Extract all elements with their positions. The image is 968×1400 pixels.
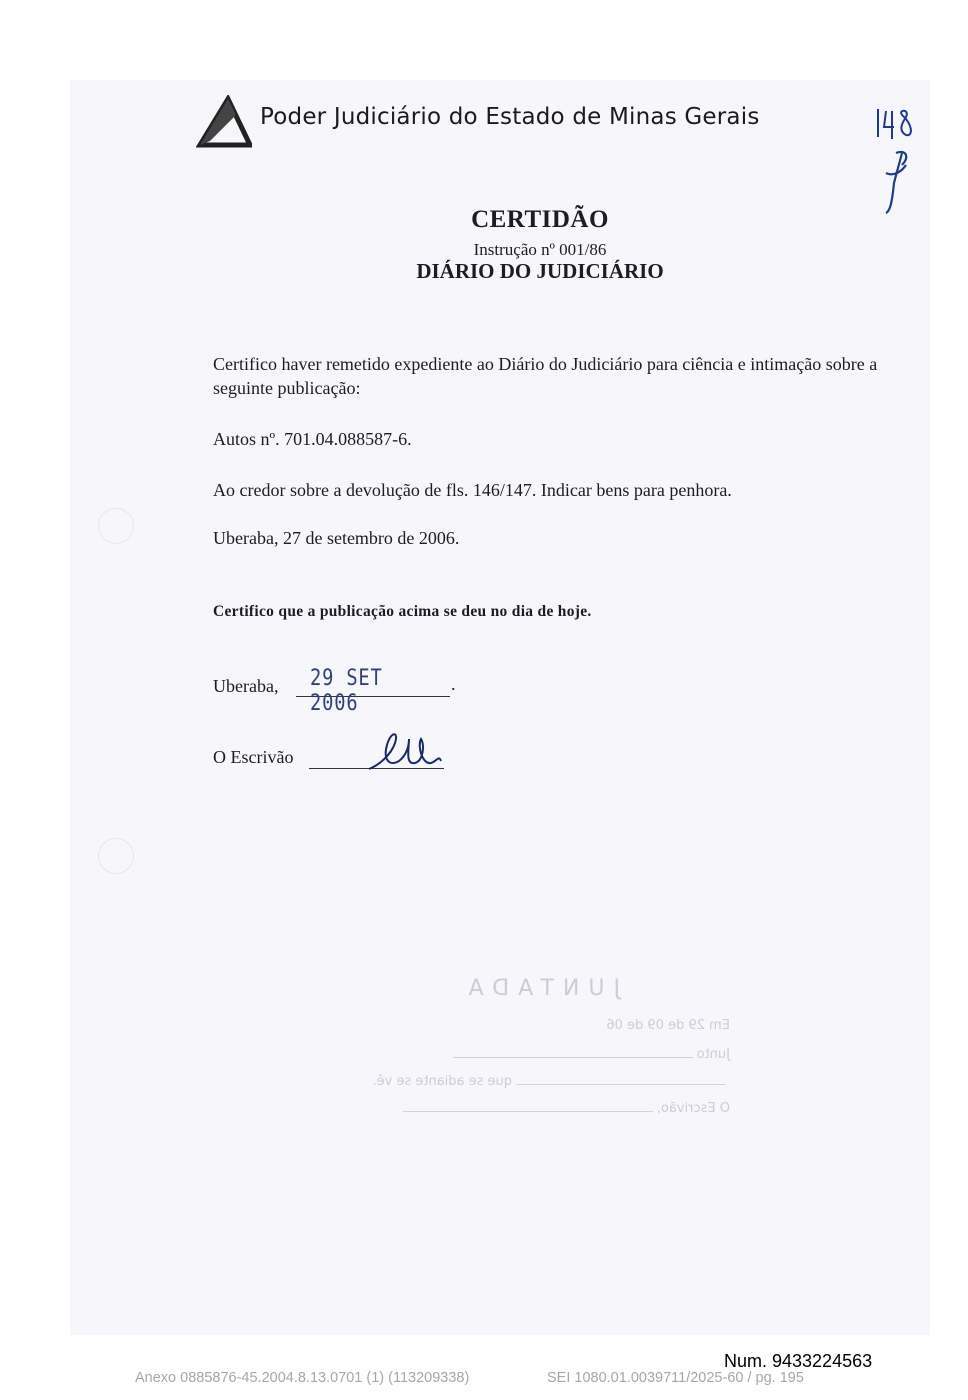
escrivao-label: O Escrivão (213, 747, 294, 767)
juntada-escrivao-text: O Escrivão, (656, 1101, 730, 1116)
case-number: Autos nº. 701.04.088587-6. (213, 429, 412, 449)
instruction-number: Instrução nº 001/86 (473, 240, 607, 259)
uberaba-label: Uberaba, (213, 676, 279, 696)
certificate-title: CERTIDÃO (471, 206, 609, 233)
issue-date: Uberaba, 27 de setembro de 2006. (213, 528, 460, 548)
punch-hole (98, 838, 134, 874)
juntada-row-junto (449, 1045, 730, 1062)
punch-hole (98, 508, 134, 544)
handwritten-page-mark (872, 103, 922, 218)
juntada-junto-text: Junto (696, 1047, 730, 1062)
certification-paragraph: Certifico haver remetido expediente ao Diário do Judiciário para ciência e intimação sobre a seguinte publicação: (213, 354, 878, 398)
juntada-row-date (606, 1018, 730, 1033)
sei-reference: SEI 1080.01.0039711/2025-60 / pg. 195 (547, 1370, 804, 1386)
date-period: . (451, 674, 456, 694)
date-stamp: 29 SET 2006 (310, 666, 383, 716)
triangle-logo-icon (196, 95, 252, 151)
publication-text: Ao credor sobre a devolução de fls. 146/147. Indicar bens para penhora. (213, 480, 732, 500)
juntada-date-text: Em 29 de 09 de 06 (606, 1018, 730, 1033)
juntada-title: JUNTADA (459, 976, 620, 1001)
juntada-row-escrivao (399, 1099, 730, 1116)
section-title: DIÁRIO DO JUDICIÁRIO (416, 259, 664, 283)
annex-reference: Anexo 0885876-45.2004.8.13.0701 (1) (113209338) (135, 1370, 470, 1386)
signature-icon (365, 725, 455, 775)
date-field (296, 666, 450, 716)
juntada-adiante-text: que se adiante se vê. (372, 1074, 512, 1089)
juntada-row-adiante (372, 1072, 730, 1089)
document-number: Num. 9433224563 (724, 1351, 873, 1371)
court-name: Poder Judiciário do Estado de Minas Gerais (260, 104, 760, 130)
publication-confirmation: Certifico que a publicação acima se deu no dia de hoje. (213, 603, 592, 620)
juntada-stamp (360, 968, 730, 1118)
